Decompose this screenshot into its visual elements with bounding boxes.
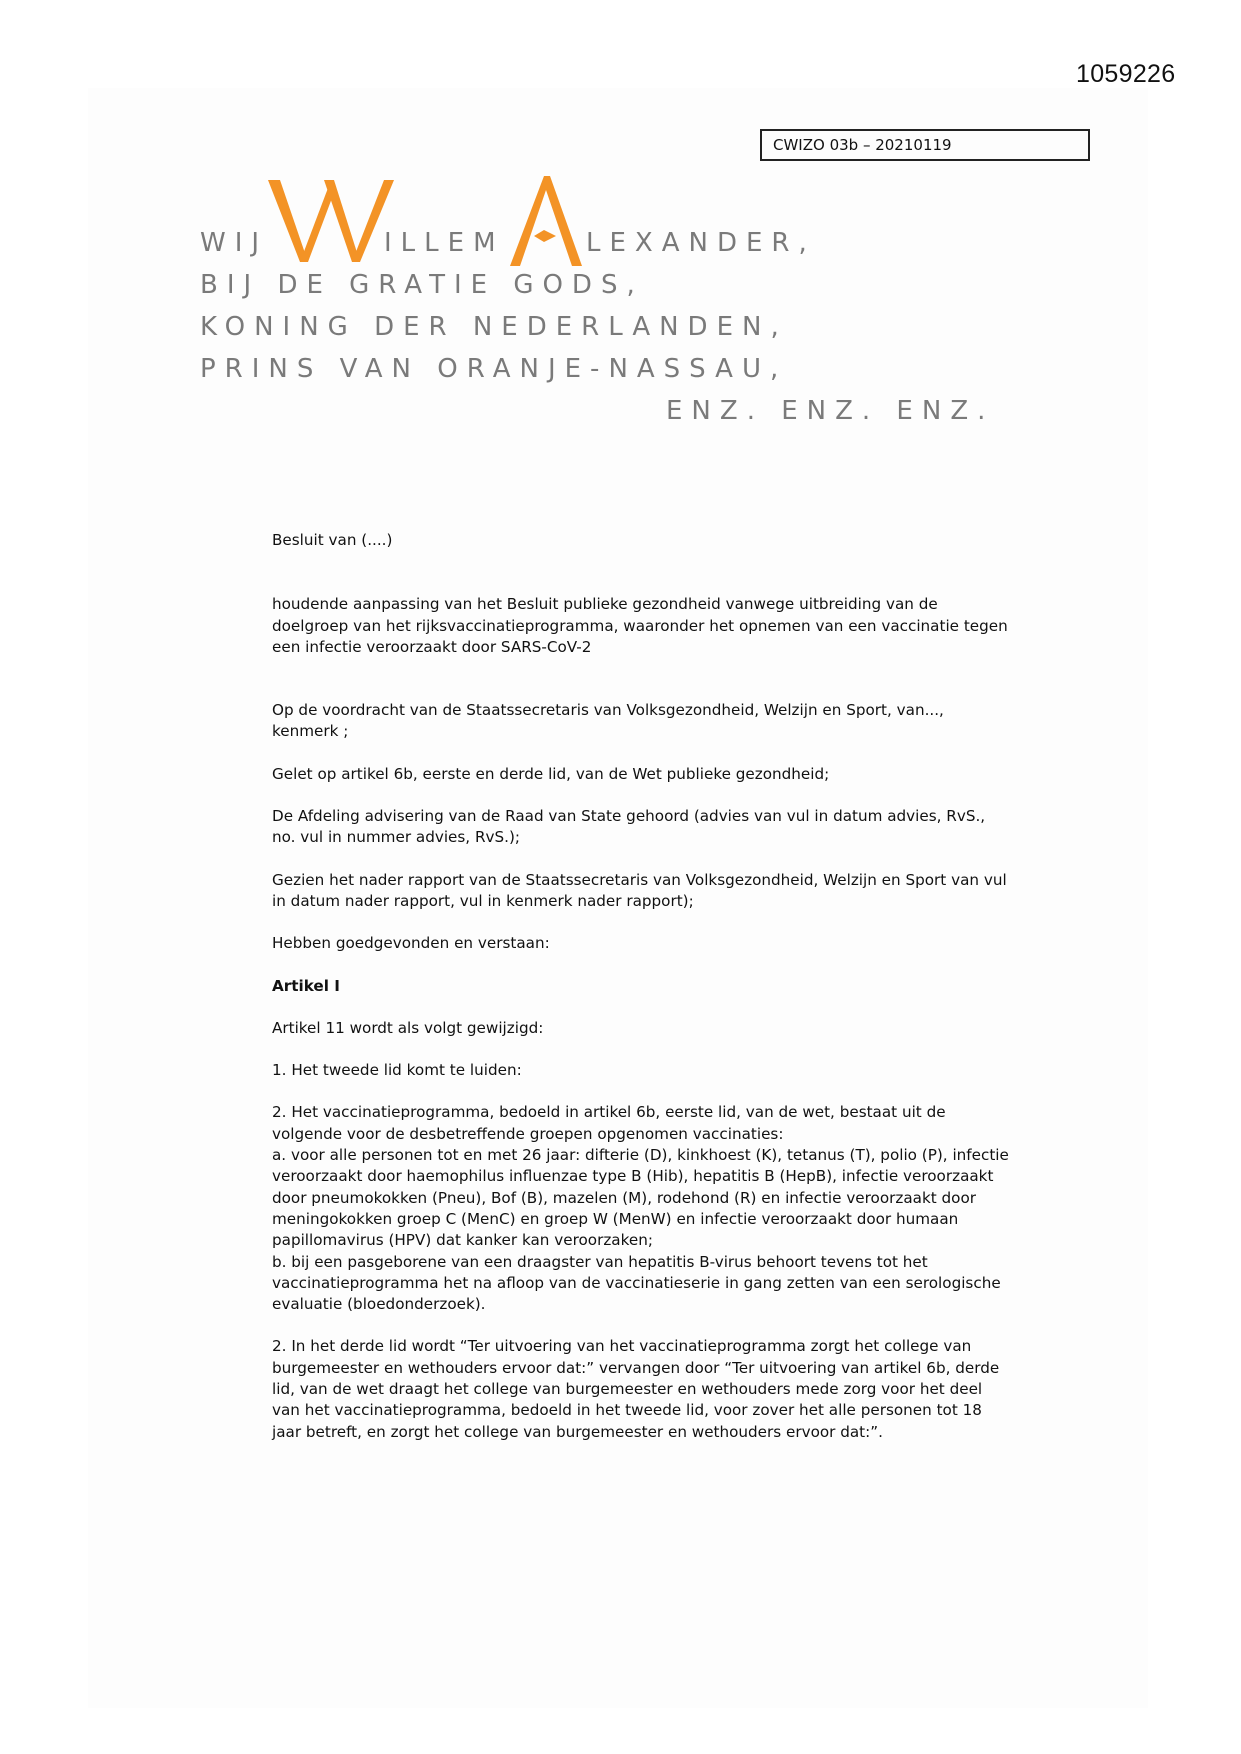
- header-line-1-suffix: LEXANDER,: [586, 228, 816, 258]
- initial-w-icon: [268, 178, 398, 268]
- amendment-item-2: 2. In het derde lid wordt “Ter uitvoering van het vaccinatieprogramma zorgt het college van burgemeester en wethouders ervoor dat:” vervangen door “Ter uitvoering van artikel 6b, derde lid, van de wet draagt het college van burgemeester en wethouders mede zorg voor het deel van het vaccinatieprogramma, bedoeld in het tweede lid, voor zover het alle personen tot 18 jaar betreft, en zorgt het college van burgemeester en wethouders ervoor dat:”.: [272, 1337, 1000, 1441]
- amendment-item-1-text-lead: 2. Het vaccinatieprogramma, bedoeld in artikel 6b, eerste lid, van de wet, bestaat uit de volgende voor de desbetreffende groepen opgenomen vaccinaties:: [272, 1103, 946, 1143]
- royal-header: [0, 0, 1241, 440]
- document-body: [272, 530, 1012, 1443]
- recital-council-of-state: De Afdeling advisering van de Raad van State gehoord (advies van vul in datum advies, RvS., no. vul in nummer advies, RvS.);: [272, 807, 986, 847]
- initial-a-icon: [500, 176, 590, 268]
- document-number: 1059226: [1076, 60, 1176, 88]
- amendment-item-1: 1. Het tweede lid komt te luiden:: [272, 1061, 522, 1080]
- header-line-3: KONING DER NEDERLANDEN,: [200, 312, 788, 342]
- amendment-item-1-text-a: a. voor alle personen tot en met 26 jaar: difterie (D), kinkhoest (K), tetanus (T), polio (P), infectie veroorzaakt door haemophilus influenzae type B (Hib), hepatitis B (HepB), infectie veroorzaakt door pneumokokken (Pneu), Bof (B), mazelen (M), rodehond (R) en infectie veroorzaakt door meningokokken groep C (MenC) en groep W (MenW) en infectie veroorzaakt door humaan papillomavirus (HPV) dat kanker kan veroorzaken;: [272, 1146, 1009, 1250]
- recital-legal-basis: Gelet op artikel 6b, eerste en derde lid, van de Wet publieke gezondheid;: [272, 764, 830, 783]
- header-line-2: BIJ DE GRATIE GODS,: [200, 270, 644, 300]
- article-intro: Artikel 11 wordt als volgt gewijzigd:: [272, 1018, 544, 1037]
- decree-subject: houdende aanpassing van het Besluit publieke gezondheid vanwege uitbreiding van de doelgroep van het rijksvaccinatieprogramma, waaronder het opnemen van een vaccinatie tegen een infectie veroorzaakt door SARS-CoV-2: [272, 595, 1008, 656]
- recital-proposal: Op de voordracht van de Staatssecretaris van Volksgezondheid, Welzijn en Sport, van..., kenmerk ;: [272, 701, 944, 741]
- article-heading: Artikel I: [272, 976, 340, 995]
- amendment-item-1-text-b: b. bij een pasgeborene van een draagster van hepatitis B-virus behoort tevens tot het vaccinatieprogramma het na afloop van de vaccinatieserie in gang zetten van een serologische evaluatie (bloedonderzoek).: [272, 1252, 1001, 1314]
- header-line-4: PRINS VAN ORANJE-NASSAU,: [200, 354, 788, 384]
- header-line-1-prefix: WIJ: [200, 228, 269, 258]
- enactment-clause: Hebben goedgevonden en verstaan:: [272, 934, 550, 953]
- header-line-1-mid: ILLEM: [384, 228, 505, 258]
- recital-further-report: Gezien het nader rapport van de Staatssecretaris van Volksgezondheid, Welzijn en Sport van vul in datum nader rapport, vul in kenmerk nader rapport);: [272, 870, 1007, 910]
- header-line-5: ENZ. ENZ. ENZ.: [666, 396, 995, 426]
- decree-title: Besluit van (....): [272, 531, 393, 549]
- reference-box: CWIZO 03b – 20210119: [760, 129, 1090, 161]
